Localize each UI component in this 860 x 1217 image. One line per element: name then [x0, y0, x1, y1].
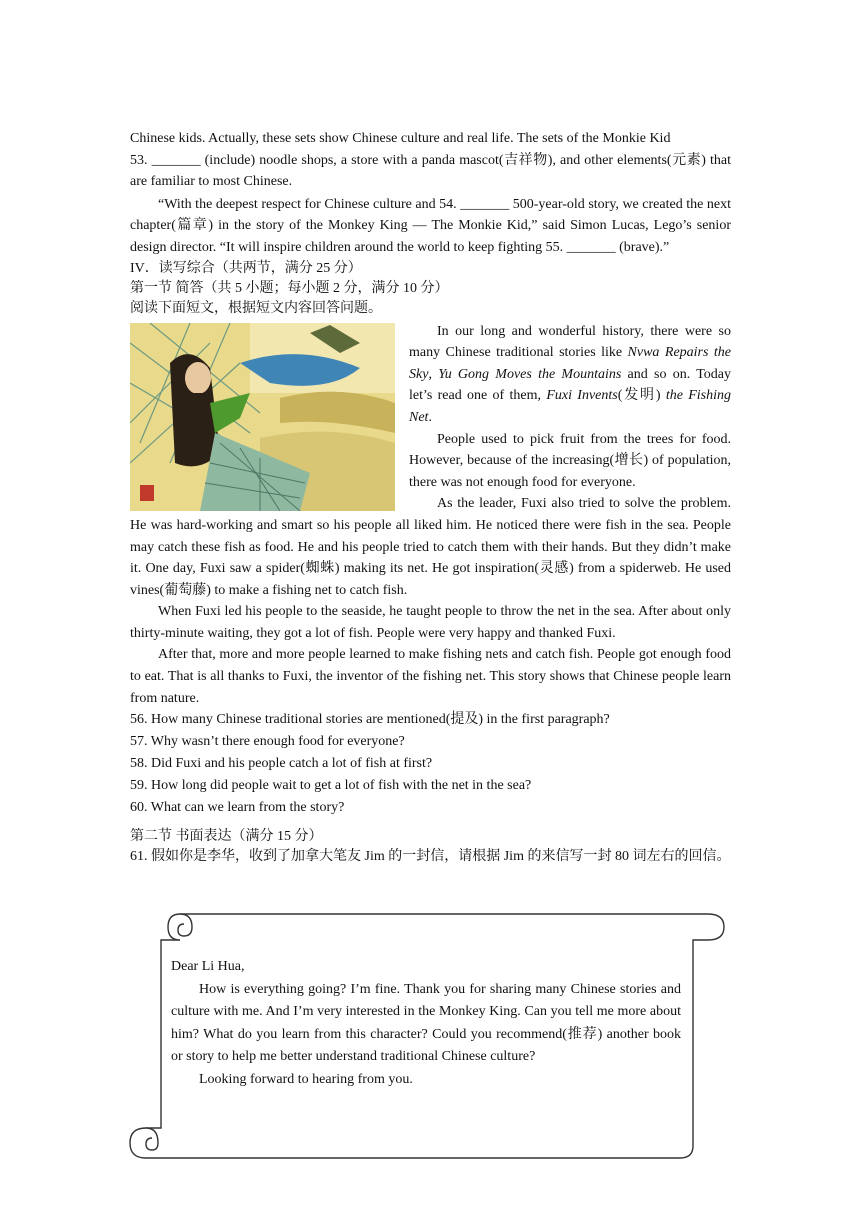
letter-greeting: Dear Li Hua, — [171, 959, 245, 974]
letter-closing: Looking forward to hearing from you. — [199, 1071, 413, 1087]
passage-paragraph-3: As the leader, Fuxi also tried to solve the problem. He was hard-working and smart so his people all liked him. He noticed there were fish in the sea. People may catch these fish as food. He and his people tried to catch them with their hands. But they didn’t make it. One day, Fuxi saw a spider(蜘蛛) making its net. He got inspiration(灵感) from a spiderweb. He used vines(葡萄藤) to make a fishing net to catch fish. — [130, 496, 731, 598]
question-58: 58. Did Fuxi and his people catch a lot of fish at first? — [130, 756, 433, 772]
question-56: 56. How many Chinese traditional stories are mentioned(提及) in the first paragraph? — [130, 712, 610, 728]
letter-scroll — [128, 910, 728, 1162]
passage-paragraph-2: People used to pick fruit from the trees for food. However, because of the increasing(增长) of population, there was not enough food for everyone. — [409, 431, 731, 490]
passage — [130, 321, 731, 602]
part2-prompt: 61. 假如你是李华，收到了加拿大笔友 Jim 的一封信，请根据 Jim 的来信写一封 80 词左右的回信。 — [130, 849, 731, 865]
letter-paragraph: How is everything going? I’m fine. Thank you for sharing many Chinese stories and culture with me. And I’m very interested in the Monkey King. Can you tell me more about him? What do you learn from this character? Could you recommend(推荐) another book or story to help me better understand traditional Chinese culture? — [171, 981, 681, 1065]
cloze-line-2: 53. _______ (include) noodle shops, a store with a panda mascot(吉祥物), and other elements(元素) that are familiar to most Chinese. — [130, 152, 731, 190]
part1-title: 第一节 简答（共 5 小题；每小题 2 分，满分 10 分） — [130, 280, 449, 296]
letter-body — [171, 956, 681, 1092]
passage-paragraph-5: After that, more and more people learned to make fishing nets and catch fish. People got enough food to eat. That is all thanks to Fuxi, the inventor of the fishing net. This story shows that Chinese people learn from nature. — [130, 647, 731, 706]
section-iv-title: IV．读写综合（共两节，满分 25 分） — [130, 260, 362, 276]
part1-instruction: 阅读下面短文，根据短文内容回答问题。 — [130, 300, 382, 316]
question-57: 57. Why wasn’t there enough food for everyone? — [130, 734, 405, 750]
passage-paragraph-4: When Fuxi led his people to the seaside, he taught people to throw the net in the sea. After about only thirty-minute waiting, they got a lot of fish. People were very happy and thanked Fuxi. — [130, 604, 731, 641]
question-60: 60. What can we learn from the story? — [130, 800, 345, 816]
fuxi-illustration — [130, 323, 395, 511]
part2-title: 第二节 书面表达（满分 15 分） — [130, 829, 323, 845]
passage-paragraph-1: In our long and wonderful history, there were so many Chinese traditional stories like Nvwa Repairs the Sky, Yu Gong Moves the Mountains and so on. Today let’s read one of them, Fuxi Invents(发明) the Fishing Net. — [409, 323, 732, 425]
cloze-paragraph-2: “With the deepest respect for Chinese culture and 54. _______ 500-year-old story, we created the next chapter(篇章) in the story of the Monkey King — The Monkie Kid,” said Simon Lucas, Lego’s senior design director. “It will inspire children around the world to keep fighting 55. _______ (brave).” — [130, 196, 731, 255]
question-59: 59. How long did people wait to get a lot of fish with the net in the sea? — [130, 778, 532, 794]
page-content — [130, 128, 731, 867]
question-list — [130, 709, 731, 819]
cloze-line-1: Chinese kids. Actually, these sets show Chinese culture and real life. The sets of the Monkie Kid — [130, 131, 671, 146]
